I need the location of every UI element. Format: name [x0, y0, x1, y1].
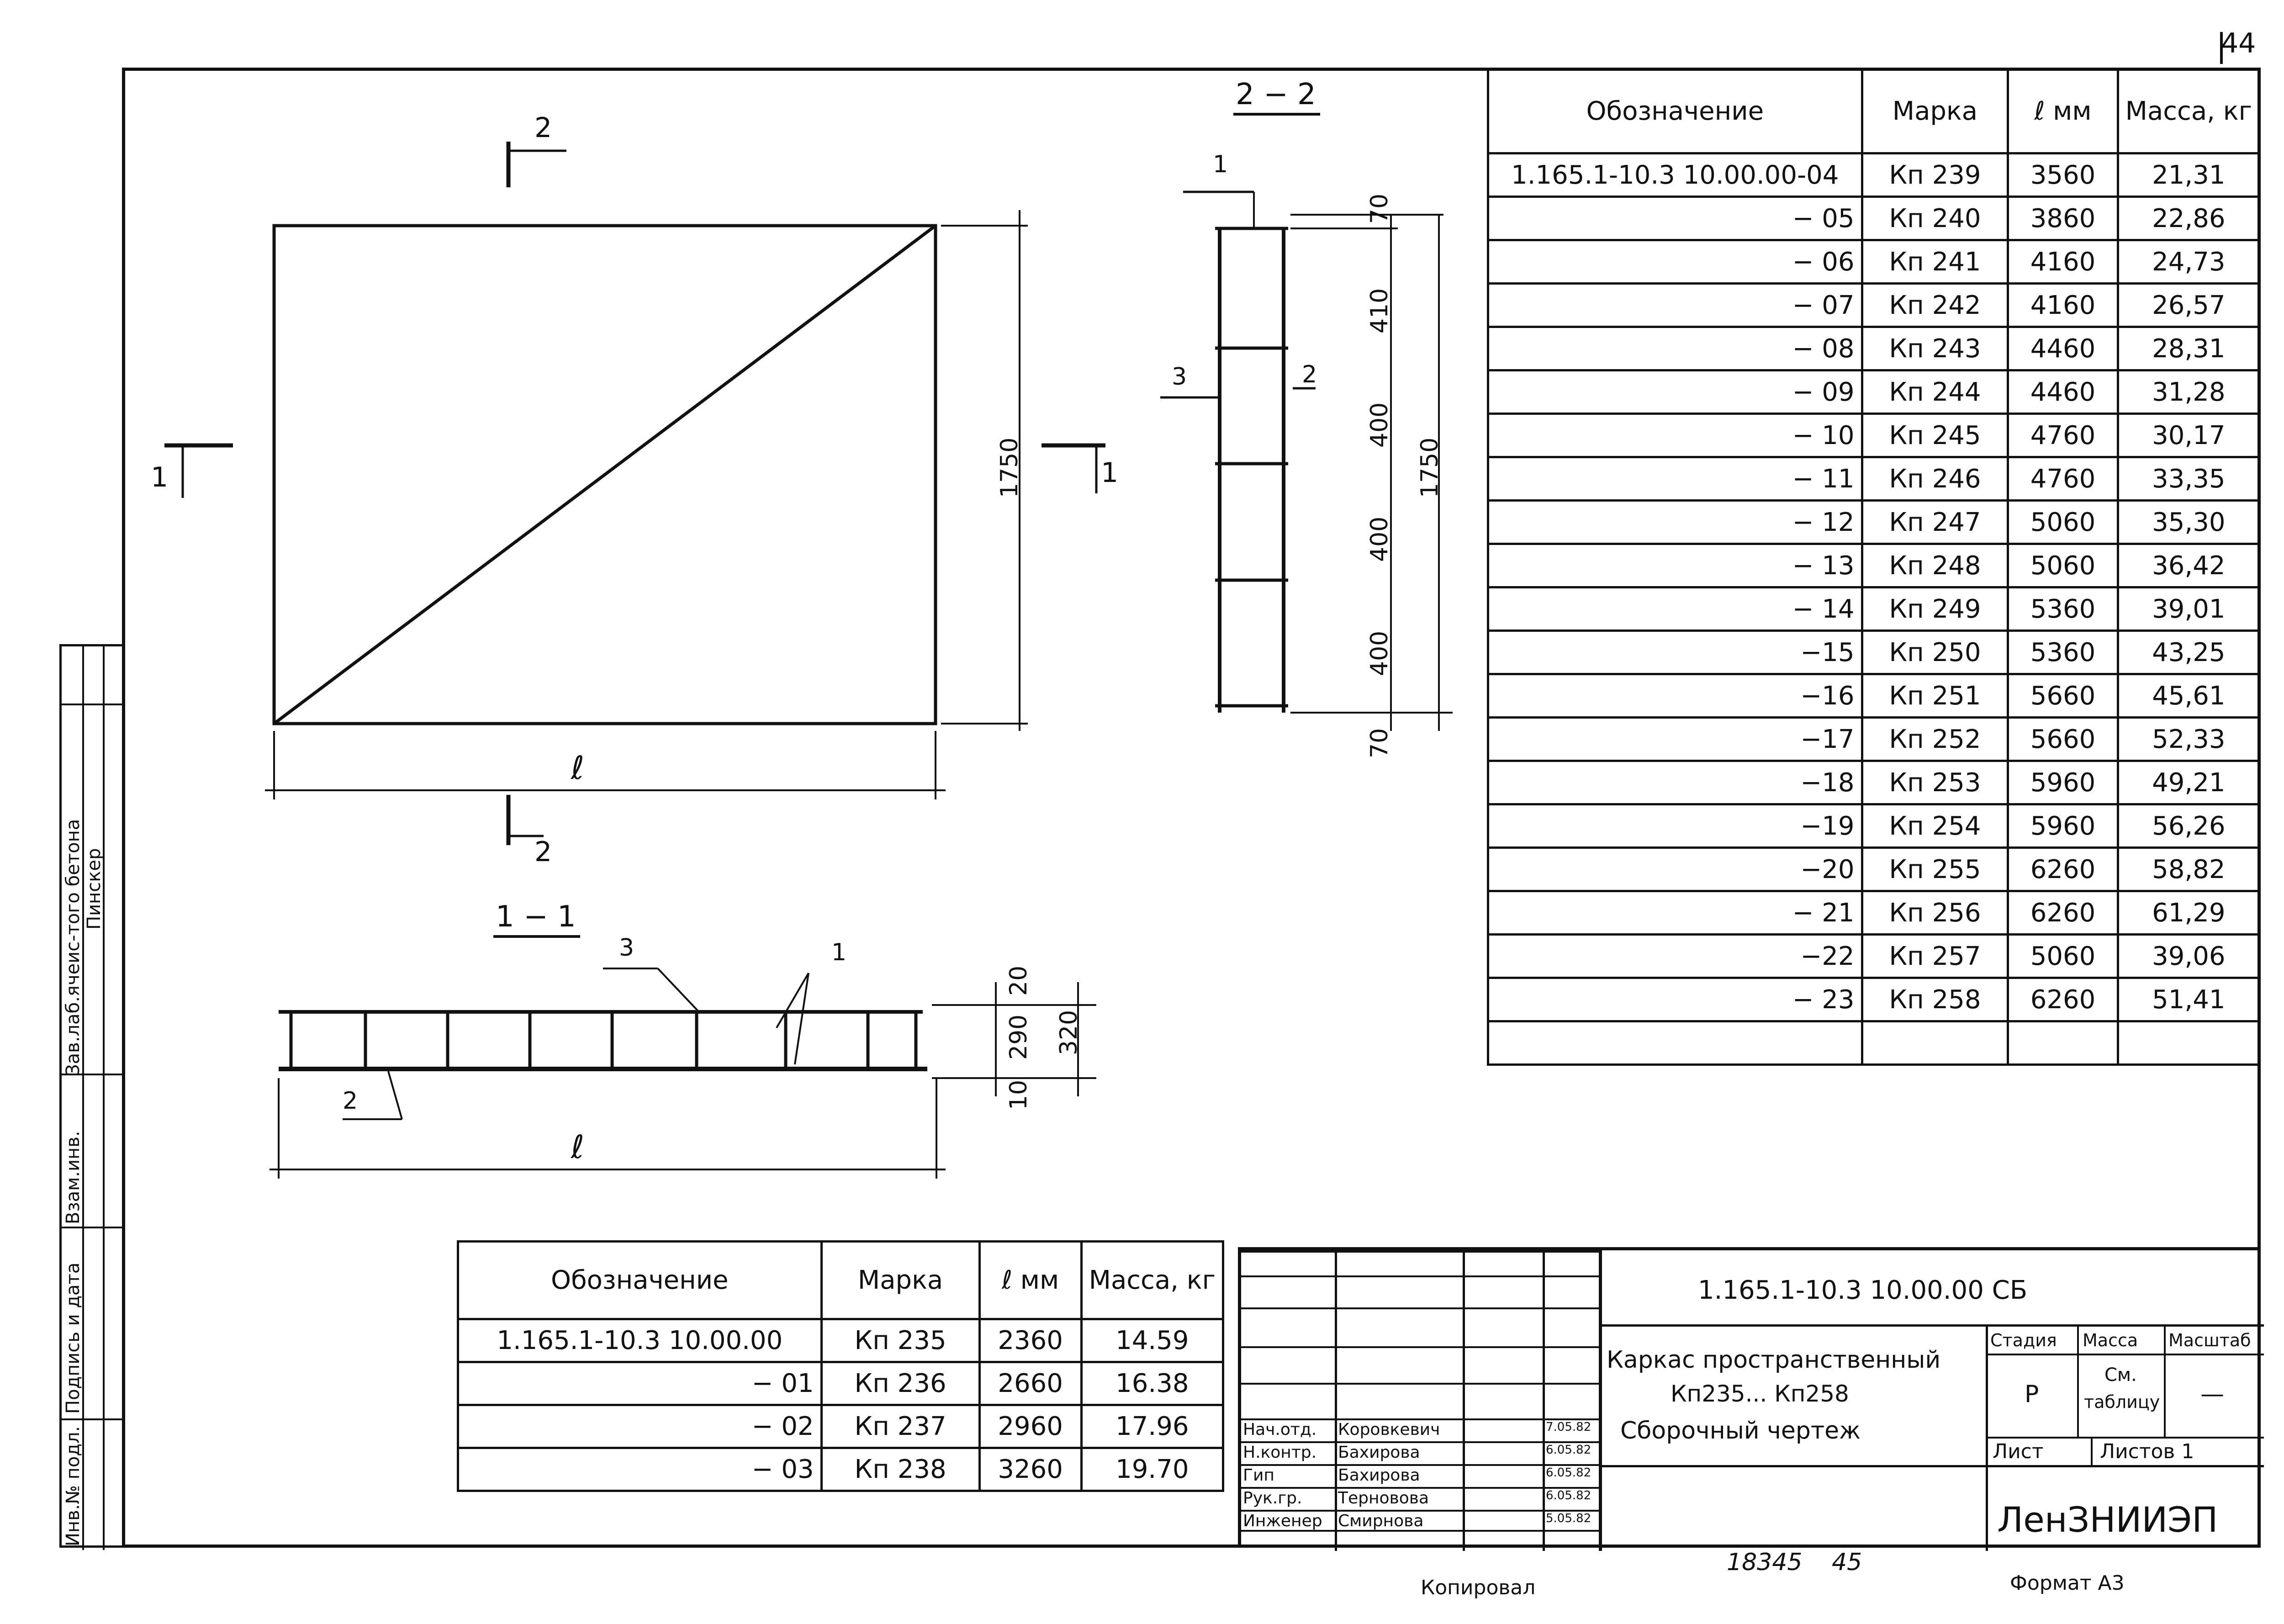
sheets-label: Листов 1	[2100, 1440, 2194, 1463]
main-table-cell-designation: − 12	[1488, 501, 1862, 544]
title-line3: Сборочный чертеж	[1620, 1417, 1861, 1444]
header-mark: Марка	[1862, 69, 2008, 153]
callout-3-section: 3	[619, 934, 634, 962]
main-table-cell-mass	[2118, 1021, 2259, 1065]
side-signature-date: Подпись и дата	[63, 1262, 84, 1414]
footer-number-2: 45	[1832, 1549, 1862, 1576]
main-table-row	[1488, 718, 2260, 761]
side-inv-orig: Инв.№ подл.	[63, 1426, 84, 1546]
main-table-cell-mark	[1862, 1021, 2008, 1065]
callout-2-side: 2	[1302, 361, 1317, 388]
main-table-cell-mass: 22,86	[2118, 197, 2259, 240]
main-table-cell-designation: − 08	[1488, 327, 1862, 370]
small-table-header	[458, 1242, 1223, 1319]
section22-total-label: 1750	[1416, 437, 1443, 498]
section-length-label: ℓ	[571, 1128, 584, 1166]
main-table-cell-designation: − 11	[1488, 457, 1862, 501]
header-designation: Обозначение	[1488, 69, 1862, 153]
main-table-cell-mass: 51,41	[2118, 978, 2259, 1021]
section22-dim-top: 70	[1366, 193, 1393, 224]
main-table-cell-mass: 43,25	[2118, 631, 2259, 674]
footer-copied: Копировал	[1421, 1576, 1536, 1599]
staff-date: 5.05.82	[1546, 1512, 1591, 1525]
small-header-mark: Марка	[821, 1242, 979, 1319]
main-table-cell-mark: Кп 251	[1862, 674, 2008, 718]
org-name: ЛенЗНИИЭП	[1997, 1499, 2218, 1540]
main-table-cell-designation: −17	[1488, 718, 1862, 761]
main-table-cell-designation	[1488, 1021, 1862, 1065]
main-table-cell-designation: − 23	[1488, 978, 1862, 1021]
main-table-cell-length: 5060	[2008, 544, 2118, 587]
main-table-row	[1488, 761, 2260, 804]
side-replaced-inv: Взам.инв.	[63, 1131, 84, 1224]
staff-name: Бахирова	[1338, 1466, 1420, 1485]
main-table-cell-mass: 21,31	[2118, 153, 2259, 197]
section-1-1-label: 1 − 1	[496, 900, 576, 934]
small-table-body	[458, 1319, 1223, 1491]
title-block	[1238, 1247, 2261, 1548]
main-table-cell-mark: Кп 249	[1862, 587, 2008, 631]
main-table-row	[1488, 544, 2260, 587]
staff-role: Рук.гр.	[1243, 1489, 1302, 1508]
main-table-cell-mark: Кп 255	[1862, 848, 2008, 891]
main-table-cell-mark: Кп 245	[1862, 414, 2008, 457]
main-table-row	[1488, 848, 2260, 891]
main-table-cell-mass: 39,06	[2118, 935, 2259, 978]
main-table-cell-mark: Кп 257	[1862, 935, 2008, 978]
plan-height-label: 1750	[996, 437, 1023, 498]
main-table-cell-mass: 36,42	[2118, 544, 2259, 587]
section22-dim-3: 400	[1366, 516, 1393, 562]
main-spec-table	[1487, 68, 2261, 1066]
small-table-cell-mark: Кп 238	[821, 1448, 979, 1491]
main-table-cell-mark: Кп 258	[1862, 978, 2008, 1021]
footer-number: 18345	[1727, 1549, 1803, 1576]
main-table-row	[1488, 240, 2260, 284]
section-mark-top: 2	[534, 112, 552, 144]
main-table-cell-length: 5360	[2008, 631, 2118, 674]
small-spec-table	[457, 1240, 1224, 1492]
main-table-cell-mass: 28,31	[2118, 327, 2259, 370]
main-table-cell-length	[2008, 1021, 2118, 1065]
section11-total: 320	[1055, 1010, 1083, 1055]
staff-date: 6.05.82	[1546, 1443, 1591, 1457]
small-header-mass: Масса, кг	[1081, 1242, 1223, 1319]
small-table-cell-length: 3260	[979, 1448, 1081, 1491]
main-table-cell-length: 6260	[2008, 848, 2118, 891]
main-table-row	[1488, 457, 2260, 501]
section-2-2-label: 2 − 2	[1236, 78, 1316, 111]
side-stamp	[59, 644, 122, 1548]
main-table-cell-mass: 58,82	[2118, 848, 2259, 891]
title-line1: Каркас пространственный	[1607, 1346, 1941, 1374]
main-table-cell-mass: 39,01	[2118, 587, 2259, 631]
main-table-cell-designation: − 13	[1488, 544, 1862, 587]
small-table-cell-designation: − 03	[458, 1448, 822, 1491]
main-table-cell-mass: 33,35	[2118, 457, 2259, 501]
main-table-cell-mark: Кп 252	[1862, 718, 2008, 761]
header-length: ℓ мм	[2008, 69, 2118, 153]
staff-name: Терновова	[1338, 1489, 1429, 1508]
main-table-cell-mark: Кп 256	[1862, 891, 2008, 935]
main-table-cell-designation: −22	[1488, 935, 1862, 978]
sheet-label: Лист	[1993, 1440, 2044, 1463]
main-table-cell-mark: Кп 242	[1862, 284, 2008, 327]
main-table-cell-mark: Кп 248	[1862, 544, 2008, 587]
scale-value: —	[2200, 1381, 2224, 1408]
main-table-cell-length: 4160	[2008, 240, 2118, 284]
main-table-cell-length: 5060	[2008, 501, 2118, 544]
section-mark-bottom: 2	[534, 836, 552, 868]
small-table-cell-designation: − 02	[458, 1405, 822, 1448]
plan-diagonal	[274, 226, 936, 724]
small-table-cell-mark: Кп 237	[821, 1405, 979, 1448]
staff-date: 6.05.82	[1546, 1489, 1591, 1502]
main-table-row	[1488, 1021, 2260, 1065]
small-table-row	[458, 1448, 1223, 1491]
small-table-row	[458, 1405, 1223, 1448]
small-header-length: ℓ мм	[979, 1242, 1081, 1319]
scale-label: Масштаб	[2168, 1330, 2251, 1350]
main-table-row	[1488, 501, 2260, 544]
sheet-number: 44	[2221, 27, 2256, 59]
staff-role: Гип	[1243, 1466, 1274, 1485]
staff-date: 6.05.82	[1546, 1466, 1591, 1480]
side-lab-name: Пинскер	[84, 848, 105, 930]
mass-value-1: См.	[2104, 1365, 2137, 1386]
main-table-row	[1488, 587, 2260, 631]
main-table-cell-designation: − 21	[1488, 891, 1862, 935]
small-table-cell-length: 2360	[979, 1319, 1081, 1362]
main-table-row	[1488, 327, 2260, 370]
section11-dim-top: 20	[1005, 965, 1032, 996]
main-table-cell-mark: Кп 253	[1862, 761, 2008, 804]
main-table-cell-mass: 52,33	[2118, 718, 2259, 761]
stage-label: Стадия	[1990, 1330, 2057, 1350]
callout-2-section: 2	[343, 1087, 358, 1115]
main-table-cell-length: 5660	[2008, 674, 2118, 718]
small-table-cell-mass: 16.38	[1081, 1362, 1223, 1405]
staff-name: Бахирова	[1338, 1443, 1420, 1462]
main-table-cell-designation: − 06	[1488, 240, 1862, 284]
main-table-cell-mass: 45,61	[2118, 674, 2259, 718]
main-table-cell-mass: 24,73	[2118, 240, 2259, 284]
staff-name: Смирнова	[1338, 1512, 1424, 1530]
staff-date: 7.05.82	[1546, 1420, 1591, 1434]
main-table-cell-length: 4760	[2008, 414, 2118, 457]
main-table-cell-mass: 31,28	[2118, 370, 2259, 414]
small-table-cell-mass: 14.59	[1081, 1319, 1223, 1362]
main-table-row	[1488, 935, 2260, 978]
main-table-cell-mass: 30,17	[2118, 414, 2259, 457]
main-table-cell-length: 4460	[2008, 327, 2118, 370]
main-table-row	[1488, 370, 2260, 414]
section11-dim-bottom: 10	[1005, 1079, 1032, 1110]
main-table-cell-designation: − 07	[1488, 284, 1862, 327]
main-table-cell-designation: −19	[1488, 804, 1862, 848]
small-table-cell-mark: Кп 236	[821, 1362, 979, 1405]
small-table-cell-designation: − 01	[458, 1362, 822, 1405]
main-table-cell-mass: 49,21	[2118, 761, 2259, 804]
callout-3-side: 3	[1172, 363, 1187, 391]
mass-value-2: таблицу	[2084, 1392, 2160, 1412]
small-table-cell-length: 2960	[979, 1405, 1081, 1448]
main-table-row	[1488, 674, 2260, 718]
main-table-header	[1488, 69, 2260, 153]
main-table-cell-mass: 35,30	[2118, 501, 2259, 544]
main-table-cell-designation: −15	[1488, 631, 1862, 674]
main-table-cell-mark: Кп 243	[1862, 327, 2008, 370]
main-table-cell-length: 5660	[2008, 718, 2118, 761]
staff-role: Инженер	[1243, 1512, 1322, 1530]
main-table-row	[1488, 804, 2260, 848]
main-table-cell-length: 4160	[2008, 284, 2118, 327]
small-table-cell-designation: 1.165.1-10.3 10.00.00	[458, 1319, 822, 1362]
staff-name: Коровкевич	[1338, 1420, 1440, 1439]
main-table-cell-designation: −20	[1488, 848, 1862, 891]
small-header-designation: Обозначение	[458, 1242, 822, 1319]
main-table-cell-mark: Кп 241	[1862, 240, 2008, 284]
main-table-row	[1488, 284, 2260, 327]
main-table-cell-mark: Кп 239	[1862, 153, 2008, 197]
main-table-cell-mark: Кп 246	[1862, 457, 2008, 501]
main-table-cell-designation: − 09	[1488, 370, 1862, 414]
callout-1-section: 1	[831, 939, 847, 966]
main-table-cell-designation: −18	[1488, 761, 1862, 804]
doc-code: 1.165.1-10.3 10.00.00 СБ	[1698, 1275, 2028, 1305]
section22-dim-1: 410	[1366, 288, 1393, 333]
main-table-cell-designation: − 05	[1488, 197, 1862, 240]
main-table-row	[1488, 414, 2260, 457]
main-table-cell-designation: 1.165.1-10.3 10.00.00-04	[1488, 153, 1862, 197]
main-table-cell-mass: 56,26	[2118, 804, 2259, 848]
main-table-row	[1488, 631, 2260, 674]
main-table-cell-designation: −16	[1488, 674, 1862, 718]
callout-1-top: 1	[1213, 151, 1228, 178]
main-table-cell-length: 3860	[2008, 197, 2118, 240]
small-table-cell-mass: 17.96	[1081, 1405, 1223, 1448]
section22-dim-bottom: 70	[1366, 728, 1393, 758]
section-mark-left: 1	[151, 461, 169, 493]
main-table-cell-mark: Кп 244	[1862, 370, 2008, 414]
main-table-cell-mass: 26,57	[2118, 284, 2259, 327]
main-table-cell-length: 5960	[2008, 761, 2118, 804]
main-table-cell-mark: Кп 247	[1862, 501, 2008, 544]
main-table-cell-length: 5360	[2008, 587, 2118, 631]
small-table-row	[458, 1362, 1223, 1405]
main-table-cell-length: 5060	[2008, 935, 2118, 978]
section-mark-right: 1	[1101, 457, 1119, 489]
section11-dim-mid: 290	[1005, 1014, 1032, 1060]
main-table-cell-mark: Кп 250	[1862, 631, 2008, 674]
side-lab-head: Зав.лаб.ячеис-того бетона	[63, 819, 84, 1076]
staff-role: Н.контр.	[1243, 1443, 1317, 1462]
main-table-row	[1488, 978, 2260, 1021]
small-table-cell-mass: 19.70	[1081, 1448, 1223, 1491]
main-table-cell-length: 6260	[2008, 978, 2118, 1021]
small-table-cell-mark: Кп 235	[821, 1319, 979, 1362]
main-table-row	[1488, 891, 2260, 935]
small-table-row	[458, 1319, 1223, 1362]
main-table-cell-mark: Кп 254	[1862, 804, 2008, 848]
main-table-cell-length: 3560	[2008, 153, 2118, 197]
main-table-cell-mass: 61,29	[2118, 891, 2259, 935]
main-table-cell-designation: − 14	[1488, 587, 1862, 631]
staff-role: Нач.отд.	[1243, 1420, 1317, 1439]
small-table-cell-length: 2660	[979, 1362, 1081, 1405]
main-table-row	[1488, 197, 2260, 240]
main-table-body	[1488, 153, 2260, 1065]
main-table-cell-length: 4760	[2008, 457, 2118, 501]
main-table-row	[1488, 153, 2260, 197]
plan-length-label: ℓ	[571, 749, 584, 787]
main-table-cell-designation: − 10	[1488, 414, 1862, 457]
footer-format: Формат А3	[2010, 1571, 2125, 1595]
section22-dim-2: 400	[1366, 402, 1393, 448]
main-table-cell-length: 6260	[2008, 891, 2118, 935]
main-table-cell-mark: Кп 240	[1862, 197, 2008, 240]
main-table-cell-length: 5960	[2008, 804, 2118, 848]
stage-value: Р	[2025, 1381, 2039, 1408]
main-table-cell-length: 4460	[2008, 370, 2118, 414]
header-mass: Масса, кг	[2118, 69, 2259, 153]
title-line2: Кп235... Кп258	[1671, 1381, 1849, 1407]
mass-label: Масса	[2083, 1330, 2138, 1350]
section22-dim-4: 400	[1366, 630, 1393, 676]
